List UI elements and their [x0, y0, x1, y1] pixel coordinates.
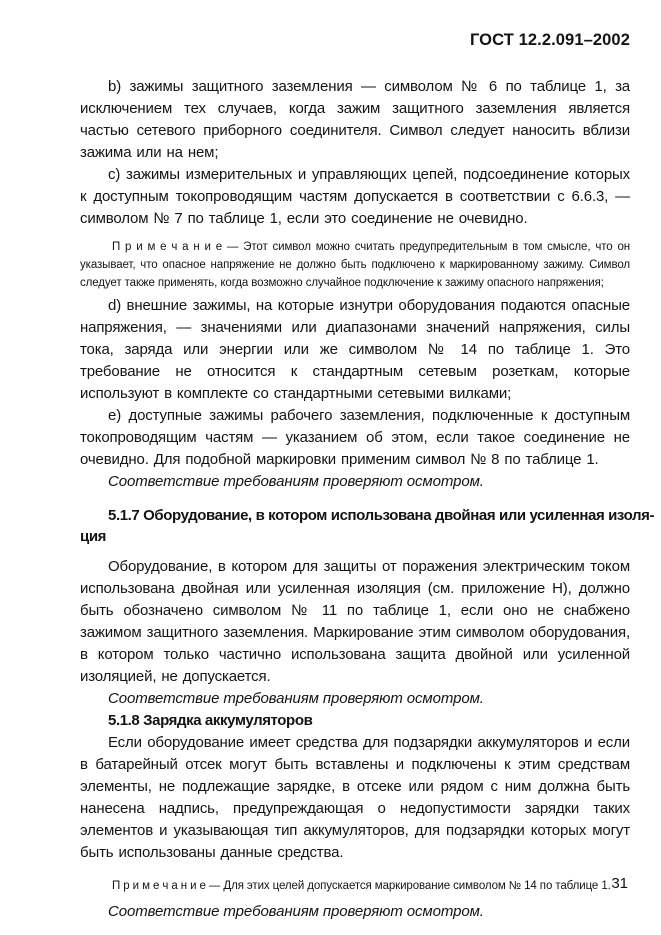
paragraph-5-1-8: Если оборудование имеет средства для подзарядки аккумуляторов и если в батарейный отсек могут быть вставлены и подключены к этим средствам элементы, не подлежащие зарядке, в отсеке или рядом с ним должна быть нанесена надпись, предупреждающая о недопустимости зарядки таких элементов и указывающая тип аккумуляторов, для подзарядки которых могут быть использованы данные средства. — [80, 734, 630, 861]
list-item-b: b) зажимы защитного заземления — символом № 6 по таблице 1, за исключением тех случаев, когда зажим защитного заземления является частью сетевого приборного соединителя. Символ следует наносить вблизи зажима или на нем; — [80, 78, 630, 161]
list-item-e: e) доступные зажимы рабочего заземления, подключенные к доступным токопроводящим частям — указанием об этом, если такое соединение не очевидно. Для подобной маркировки применим символ № 8 по таблице 1. — [80, 407, 630, 468]
page-number: 31 — [611, 875, 628, 892]
compliance-statement-3: Соответствие требованиям проверяют осмотром. — [108, 903, 484, 920]
paragraph-5-1-7: Оборудование, в котором для защиты от поражения электрическим током использована двойная или усиленная изоляция (см. приложение Н), должно быть обозначено символом № 11 по таблице 1, если оно не снабжено зажимом защитного заземления. Маркирование этим символом оборудования, в котором только частично использована защита двойной или усиленной изоляцией, не допускается. — [80, 558, 630, 685]
list-item-c: c) зажимы измерительных и управляющих цепей, подсоединение которых к доступным токопроводящим частям допускается в соответствии с 6.6.3, — символом № 7 по таблице 1, если это соединение не очевидно. — [80, 166, 630, 227]
page-content — [80, 30, 655, 923]
section-heading-5-1-7-line2: ция — [80, 528, 106, 545]
compliance-statement-2: Соответствие требованиям проверяют осмотром. — [108, 690, 484, 707]
section-heading-5-1-7 — [80, 505, 655, 547]
section-heading-5-1-7-line1: 5.1.7 Оборудование, в котором использована двойная или усиленная изоля- — [108, 507, 655, 524]
compliance-statement-1: Соответствие требованиям проверяют осмотром. — [108, 473, 484, 490]
document-header-standard-number: ГОСТ 12.2.091–2002 — [469, 31, 630, 49]
section-heading-5-1-8: 5.1.8 Зарядка аккумуляторов — [108, 712, 313, 729]
note-2: П р и м е ч а н и е — Для этих целей допускается маркирование символом № 14 по таблице 1. — [112, 880, 611, 892]
list-item-d: d) внешние зажимы, на которые изнутри оборудования подаются опасные напряжения, — значениями или диапазонами значений напряжения, силы тока, заряда или энергии или же символом № 14 по таблице 1. Это требование не относится к стандартным сетевым розеткам, которые используют в комплекте со стандартными сетевыми вилками; — [80, 297, 630, 402]
note-1: П р и м е ч а н и е — Этот символ можно считать предупредительным в том смысле, что он указывает, что опасное напряжение не должно быть подключено к маркированному зажиму. Символ следует также применять, когда возможно случайное подключение к зажиму опасного напряжения; — [80, 241, 630, 289]
